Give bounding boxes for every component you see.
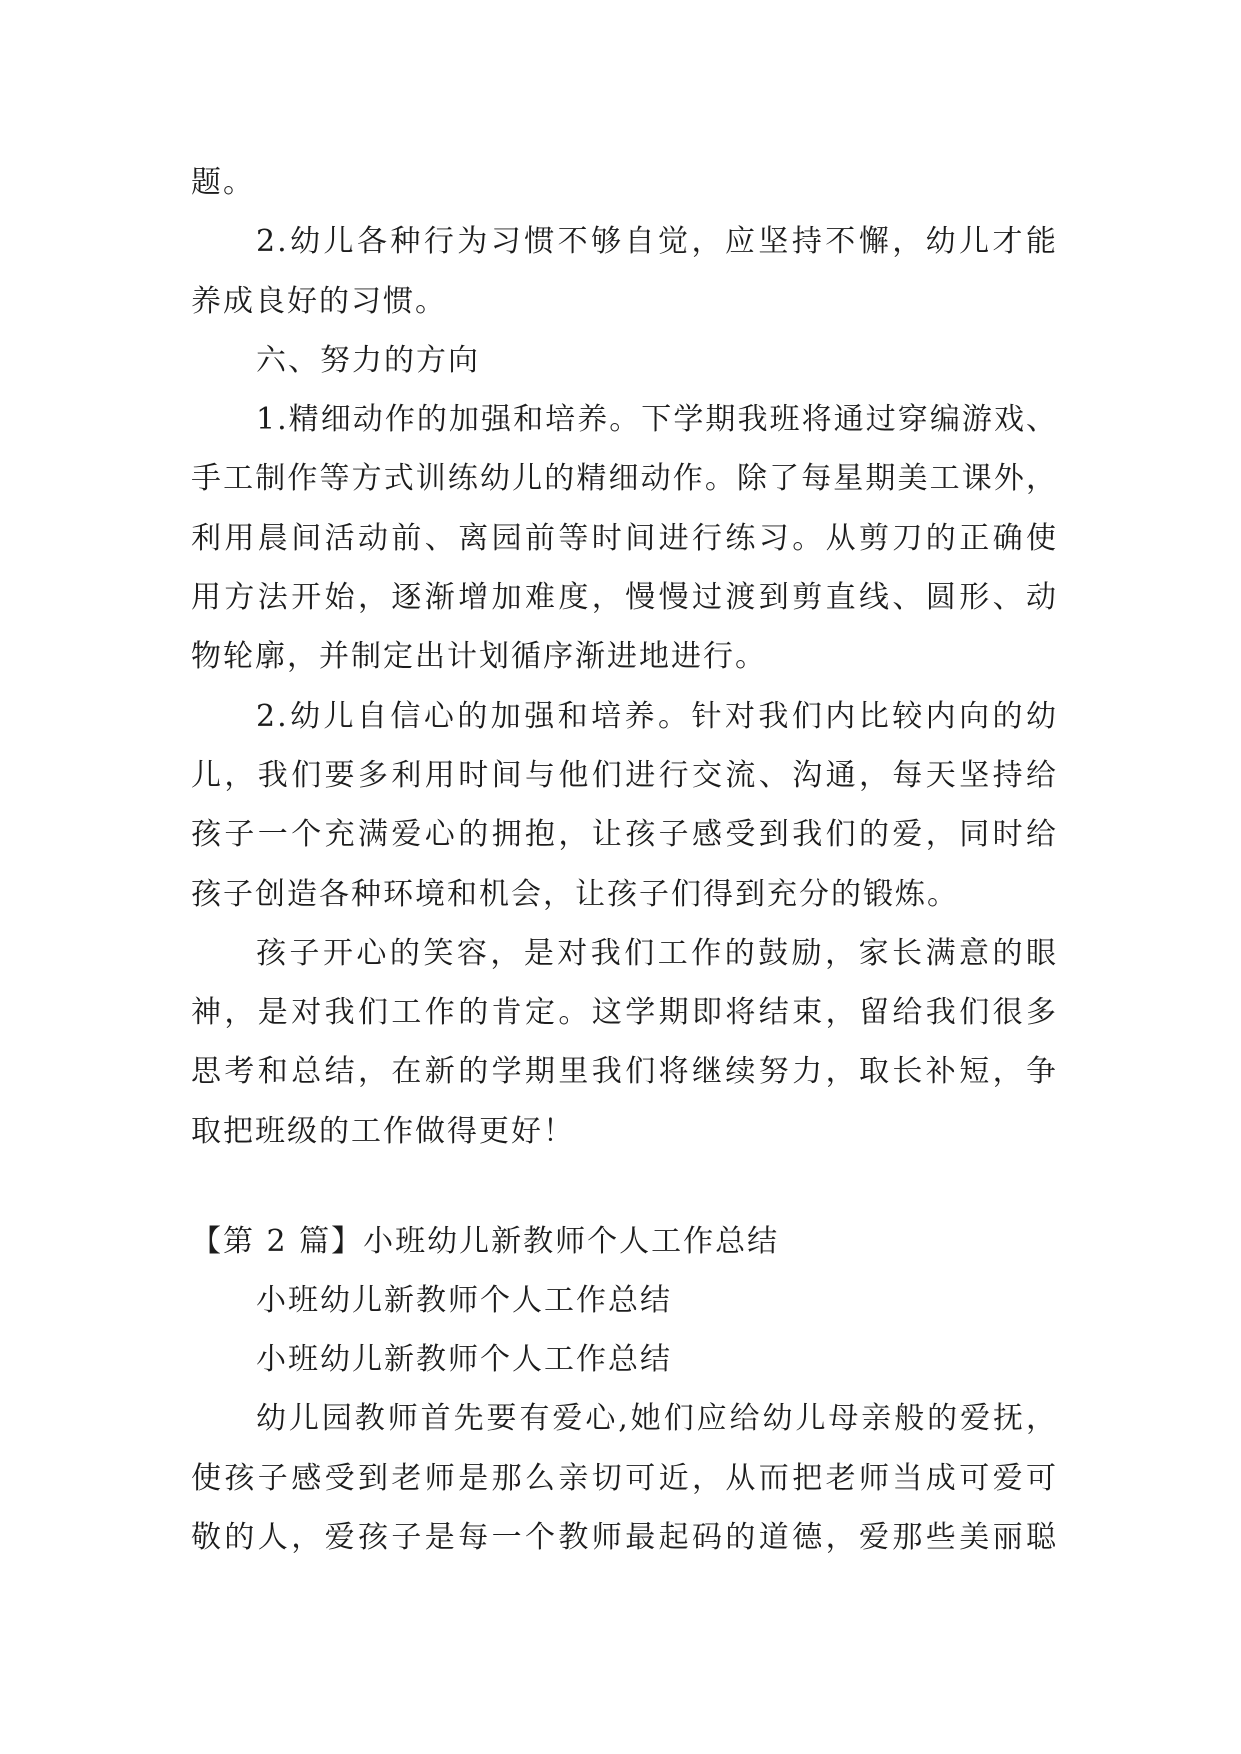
document-body bbox=[191, 153, 1058, 1567]
paragraph-line: 孩子创造各种环境和机会，让孩子们得到充分的锻炼。 bbox=[191, 876, 959, 912]
article-title: 【第 2 篇】小班幼儿新教师个人工作总结 bbox=[191, 1223, 780, 1259]
paragraph-line: 幼儿园教师首先要有爱心,她们应给幼儿母亲般的爱抚， bbox=[256, 1401, 1058, 1437]
paragraph-line: 手工制作等方式训练幼儿的精细动作。除了每星期美工课外， bbox=[191, 461, 1058, 497]
paragraph-line: 孩子开心的笑容，是对我们工作的鼓励，家长满意的眼 bbox=[256, 935, 1058, 971]
paragraph-direction-1 bbox=[191, 390, 1058, 686]
section-heading: 六、努力的方向 bbox=[256, 342, 480, 378]
paragraph-line: 孩子一个充满爱心的拥抱，让孩子感受到我们的爱，同时给 bbox=[191, 817, 1058, 853]
paragraph-line: 物轮廓，并制定出计划循序渐进地进行。 bbox=[191, 639, 767, 675]
paragraph-line: 养成良好的习惯。 bbox=[191, 283, 447, 319]
paragraph-direction-2 bbox=[191, 687, 1058, 924]
paragraph-line: 题。 bbox=[191, 165, 255, 200]
paragraph-line: 1.精细动作的加强和培养。下学期我班将通过穿编游戏、 bbox=[256, 402, 1058, 438]
paragraph-line: 使孩子感受到老师是那么亲切可近，从而把老师当成可爱可 bbox=[191, 1460, 1058, 1496]
paragraph-line: 用方法开始，逐渐增加难度，慢慢过渡到剪直线、圆形、动 bbox=[191, 580, 1058, 616]
paragraph-line: 神，是对我们工作的肯定。这学期即将结束，留给我们很多 bbox=[191, 995, 1058, 1031]
section-spacer bbox=[191, 1161, 1058, 1212]
article-subtitle-repeat: 小班幼儿新教师个人工作总结 bbox=[256, 1342, 672, 1378]
paragraph-continuation bbox=[191, 153, 1058, 212]
paragraph-line: 2.幼儿自信心的加强和培养。针对我们内比较内向的幼 bbox=[256, 698, 1058, 734]
paragraph-issue-2 bbox=[191, 212, 1058, 331]
paragraph-line: 敬的人，爱孩子是每一个教师最起码的道德，爱那些美丽聪 bbox=[191, 1520, 1058, 1556]
paragraph-line: 2.幼儿各种行为习惯不够自觉，应坚持不懈，幼儿才能 bbox=[256, 224, 1058, 260]
paragraph-closing bbox=[191, 924, 1058, 1161]
paragraph-line: 取把班级的工作做得更好！ bbox=[191, 1113, 575, 1149]
paragraph-line: 思考和总结，在新的学期里我们将继续努力，取长补短，争 bbox=[191, 1054, 1058, 1090]
article-subtitle: 小班幼儿新教师个人工作总结 bbox=[256, 1282, 672, 1318]
paragraph-line: 儿，我们要多利用时间与他们进行交流、沟通，每天坚持给 bbox=[191, 757, 1058, 793]
paragraph-article-intro bbox=[191, 1389, 1058, 1567]
paragraph-line: 利用晨间活动前、离园前等时间进行练习。从剪刀的正确使 bbox=[191, 520, 1058, 556]
